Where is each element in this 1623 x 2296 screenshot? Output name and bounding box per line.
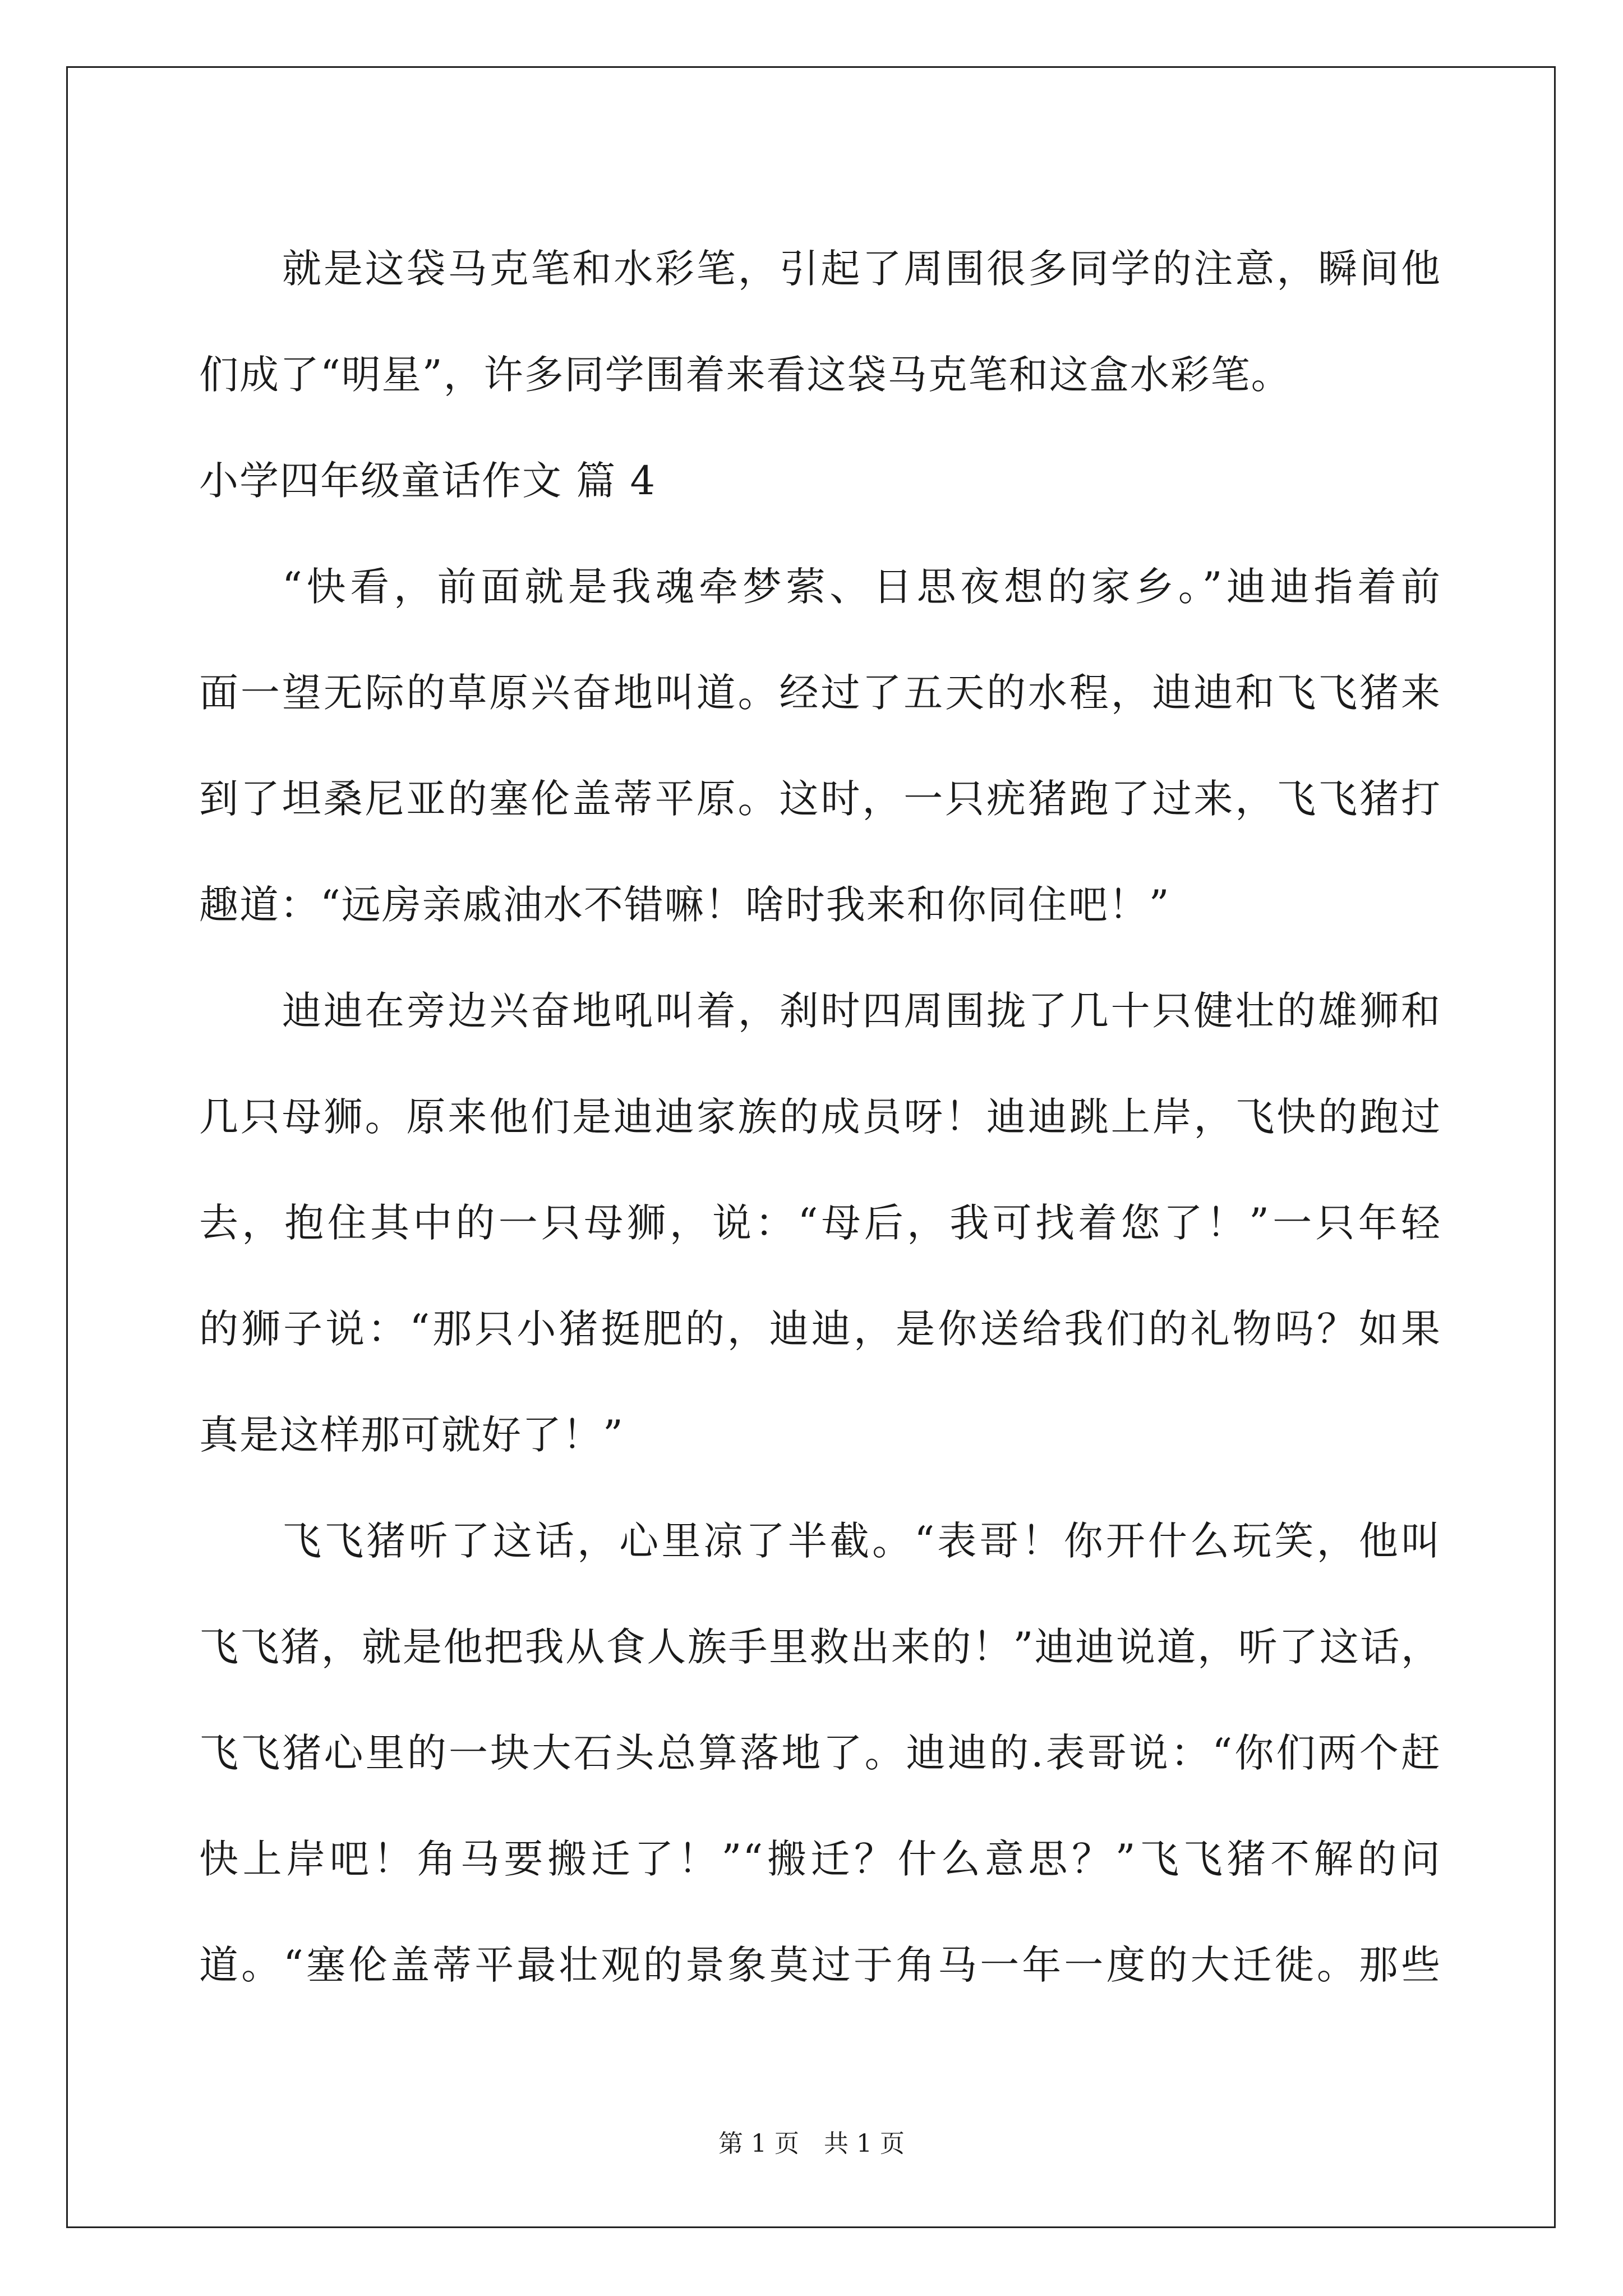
paragraph-1 [199, 216, 1441, 428]
paragraph-line: 飞飞猪听了这话，心里凉了半截。“表哥！你开什么玩笑，他叫 [282, 1518, 1441, 1564]
paragraph-line: 道。“塞伦盖蒂平最壮观的景象莫过于角马一年一度的大迁徙。那些 [199, 1942, 1441, 1988]
paragraph-line: 就是这袋马克笔和水彩笔，引起了周围很多同学的注意，瞬间他 [282, 246, 1441, 292]
paragraph-line: 飞飞猪心里的一块大石头总算落地了。迪迪的.表哥说：“你们两个赶 [199, 1730, 1441, 1776]
paragraph-line: 的狮子说：“那只小猪挺肥的，迪迪，是你送给我们的礼物吗？如果 [199, 1306, 1441, 1352]
paragraph-4 [199, 1488, 1441, 2018]
paragraph-line: 到了坦桑尼亚的塞伦盖蒂平原。这时，一只疣猪跑了过来，飞飞猪打 [199, 776, 1441, 822]
paragraph-line: 迪迪在旁边兴奋地吼叫着，刹时四周围拢了几十只健壮的雄狮和 [282, 988, 1441, 1034]
paragraph-line: 飞飞猪，就是他把我从食人族手里救出来的！”迪迪说道，听了这话， [199, 1624, 1441, 1670]
document-body [199, 216, 1441, 2018]
page-footer [0, 2123, 1623, 2159]
paragraph-line: 趣道：“远房亲戚油水不错嘛！啥时我来和你同住吧！” [199, 882, 1170, 928]
paragraph-line: 面一望无际的草原兴奋地叫道。经过了五天的水程，迪迪和飞飞猪来 [199, 670, 1441, 716]
section-heading: 小学四年级童话作文 篇 4 [199, 458, 657, 504]
paragraph-line: 们成了“明星”，许多同学围着来看这袋马克笔和这盒水彩笔。 [199, 352, 1292, 398]
paragraph-line: 快上岸吧！角马要搬迁了！”“搬迁？什么意思？”飞飞猪不解的问 [199, 1836, 1441, 1882]
paragraph-3 [199, 958, 1441, 1488]
paragraph-line: 真是这样那可就好了！” [199, 1412, 624, 1458]
page-number: 第 1 页 共 1 页 [718, 2129, 905, 2158]
paragraph-2 [199, 534, 1441, 958]
paragraph-line: “快看，前面就是我魂牵梦萦、日思夜想的家乡。”迪迪指着前 [282, 564, 1441, 610]
paragraph-line: 去，抱住其中的一只母狮，说：“母后，我可找着您了！”一只年轻 [199, 1200, 1441, 1246]
paragraph-line: 几只母狮。原来他们是迪迪家族的成员呀！迪迪跳上岸，飞快的跑过 [199, 1094, 1441, 1140]
